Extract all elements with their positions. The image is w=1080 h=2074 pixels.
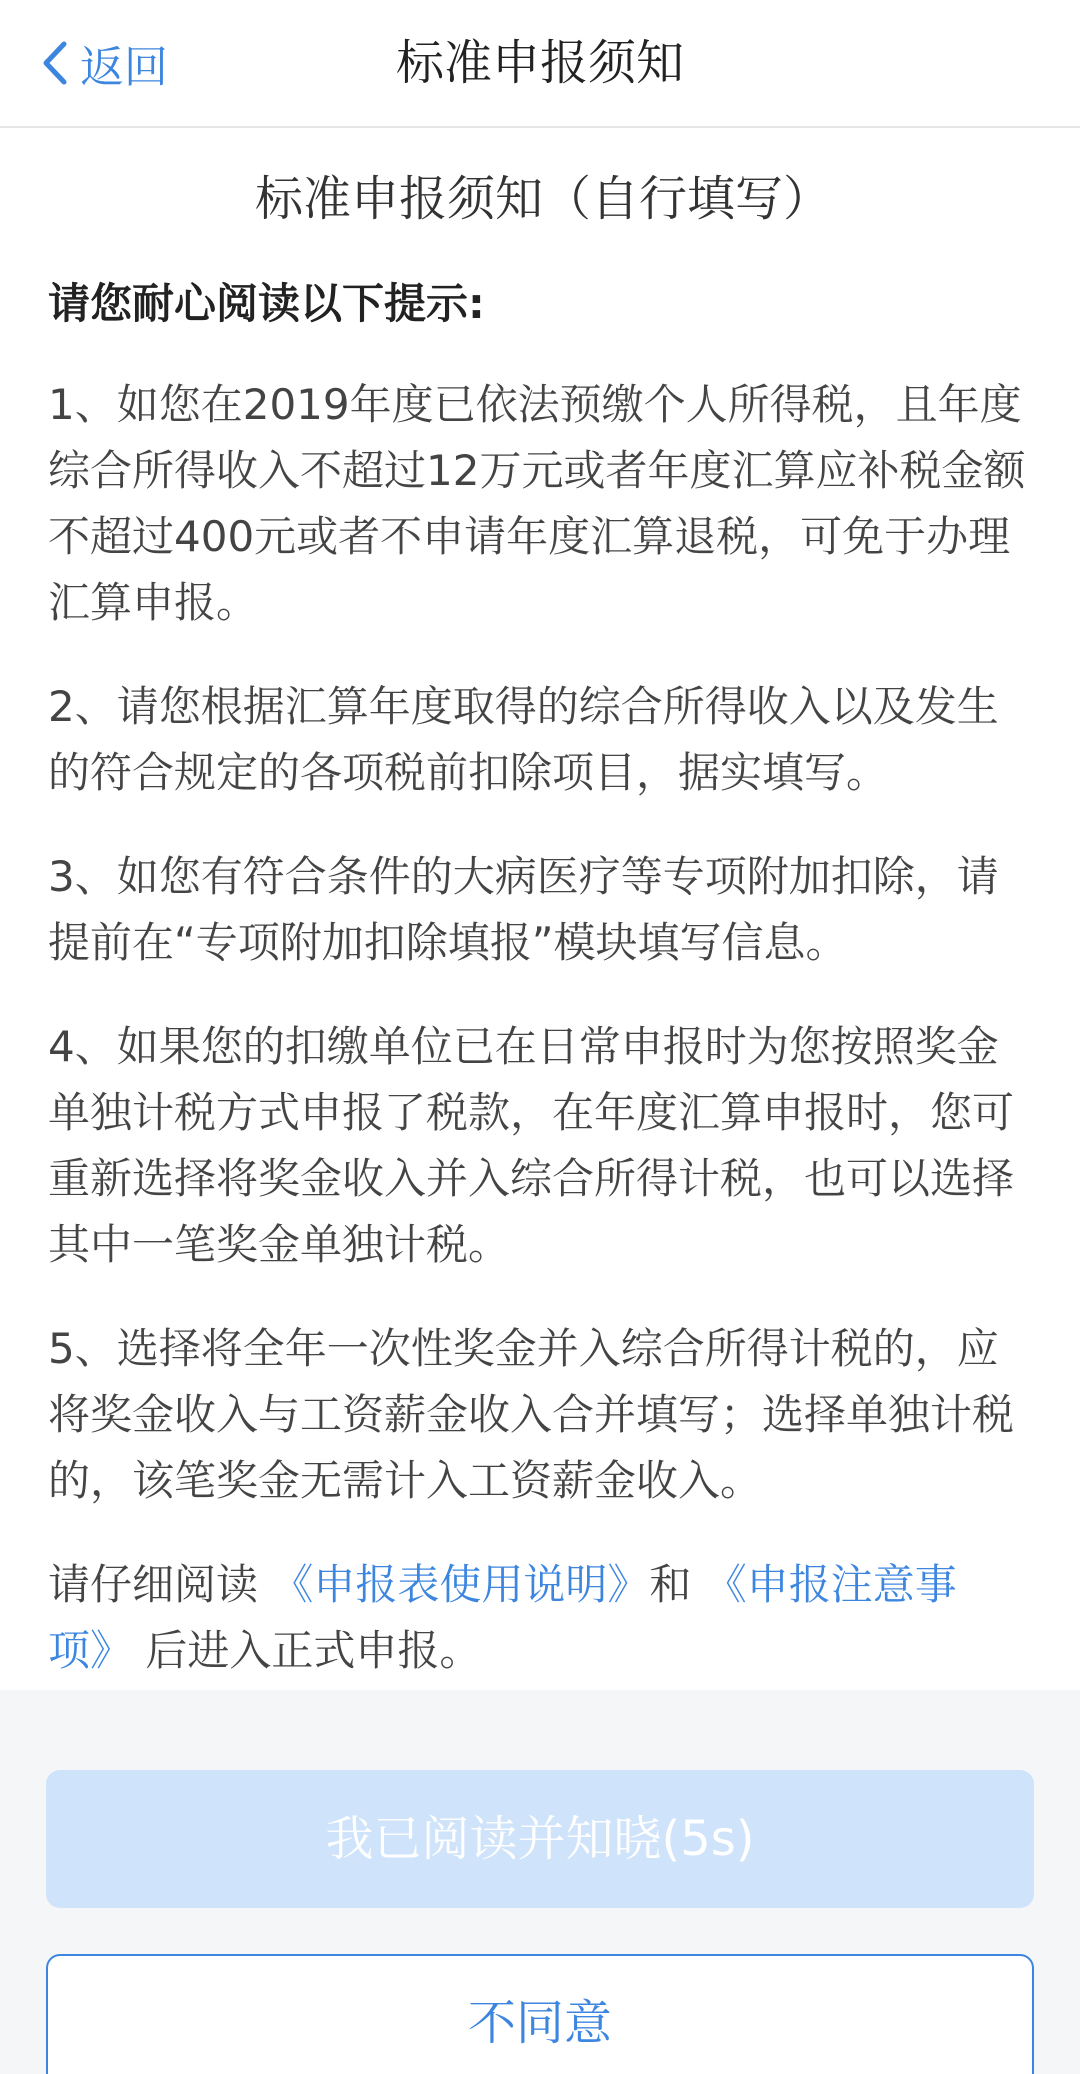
notice-item-2: 2、请您根据汇算年度取得的综合所得收入以及发生的符合规定的各项税前扣除项目，据实填写。 — [48, 682, 999, 797]
back-label: 返回 — [80, 42, 168, 93]
action-area — [0, 1690, 1080, 2074]
nav-bar — [0, 0, 1080, 128]
notice-intro: 请您耐心阅读以下提示: — [48, 279, 485, 328]
notice-item-5: 5、选择将全年一次性奖金并入综合所得计税的，应将奖金收入与工资薪金收入合并填写；选择单独计税的，该笔奖金无需计入工资薪金收入。 — [48, 1324, 1015, 1505]
chevron-left-icon — [40, 38, 70, 88]
filing-notes-link[interactable]: 《申报注意事项》 — [48, 1560, 957, 1675]
notice-item-3: 3、如您有符合条件的大病医疗等专项附加扣除，请提前在“专项附加扣除填报”模块填写信息。 — [48, 852, 999, 967]
notice-content — [48, 126, 1038, 1684]
disagree-button[interactable]: 不同意 — [46, 1954, 1034, 2074]
acknowledge-button[interactable]: 我已阅读并知晓(5s) — [46, 1770, 1034, 1908]
form-instructions-link[interactable]: 《申报表使用说明》 — [271, 1560, 650, 1609]
page-title: 标准申报须知 — [395, 35, 684, 91]
notice-item-4: 4、如果您的扣缴单位已在日常申报时为您按照奖金单独计税方式申报了税款，在年度汇算申报时，您可重新选择将奖金收入并入综合所得计税，也可以选择其中一笔奖金单独计税。 — [48, 1022, 1015, 1269]
reading-instruction — [48, 1552, 1038, 1684]
instruction-middle: 和 — [649, 1560, 705, 1609]
notice-item-1: 1、如您在2019年度已依法预缴个人所得税，且年度综合所得收入不超过12万元或者年度汇算应补税金额不超过400元或者不申请年度汇算退税，可免于办理汇算申报。 — [48, 380, 1026, 627]
back-button[interactable] — [40, 28, 168, 98]
instruction-suffix: 后进入正式申报。 — [132, 1626, 482, 1675]
instruction-prefix: 请仔细阅读 — [48, 1560, 272, 1609]
notice-title: 标准申报须知（自行填写） — [254, 171, 831, 227]
